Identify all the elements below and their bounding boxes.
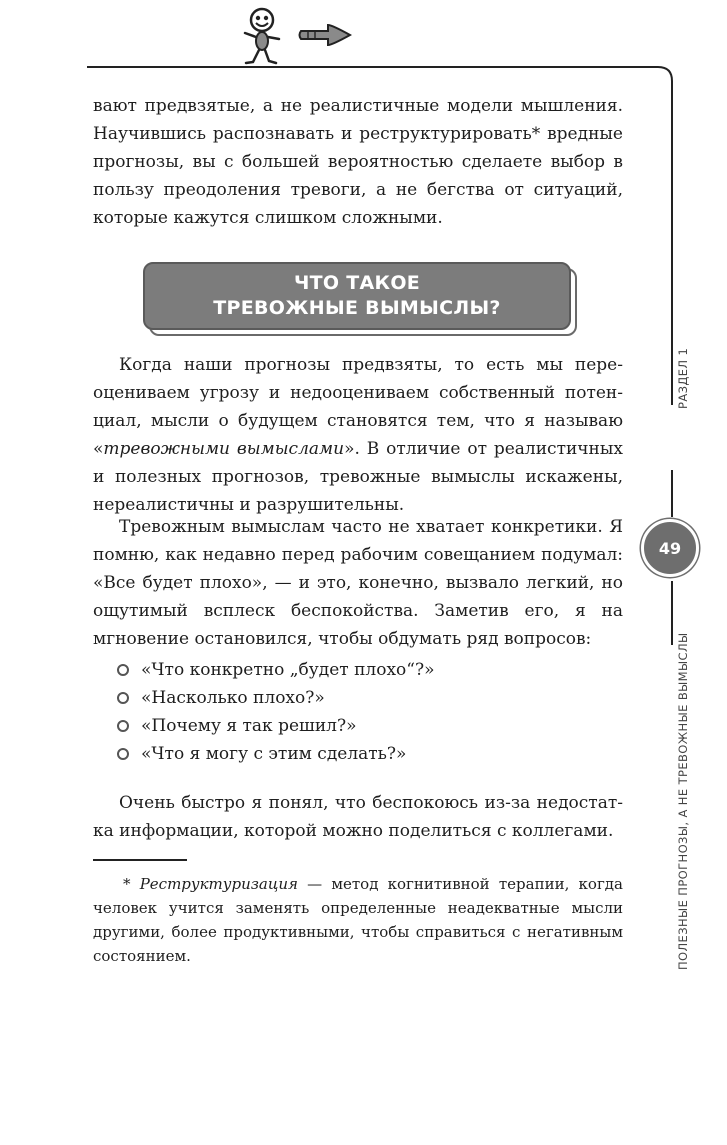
ring-bullet-icon [117, 720, 129, 732]
question-list [117, 656, 435, 768]
section-heading-line1: ЧТО ТАКОЕ [293, 272, 421, 294]
footnote-marker: * [123, 875, 140, 893]
paragraph-definition-start: Когда наши прогнозы предвзяты, то есть мы переоцениваем угрозу и недооцениваем собственный потенциал, мысли о будущем становятся тем, что я называю « [93, 355, 623, 459]
section-side-label: РАЗДЕЛ 1 [676, 347, 690, 409]
list-item [117, 656, 435, 684]
question-text: «Почему я так решил?» [141, 716, 357, 736]
question-text: «Насколько плохо?» [141, 688, 325, 708]
footnote [93, 872, 623, 968]
section-heading-box [143, 262, 575, 334]
stick-figure-mascot-icon [236, 6, 286, 68]
question-text: «Что конкретно „будет плохо“?» [141, 660, 435, 680]
paragraph-definition-end: ». В отличие от реалистичных и полезных прогнозов, тревожные вымыслы искажены, нереалистичны и разрушительны. [93, 439, 623, 515]
list-item [117, 684, 435, 712]
ring-bullet-icon [117, 748, 129, 760]
paragraph-conclusion: Очень быстро я понял, что беспокоюсь из-за недостатка информации, которой можно поделиться с коллегами. [93, 793, 623, 841]
paragraph-definition [93, 351, 623, 519]
pointing-hand-arrow-icon [298, 22, 352, 48]
list-item [117, 740, 435, 768]
paragraph-definition-term: тревожными вымыслами [103, 439, 345, 459]
paragraph-example: Тревожным вымыслам часто не хватает конкретики. Я помню, как недавно перед рабочим совещанием подумал: «Все будет плохо», — и это, конечно, вызвало легкий, но ощутимый всплеск беспокойства. Заметив его, я на мгновение остановился, чтобы обдумать ряд вопросов: [93, 517, 623, 649]
footnote-text: — метод когнитивной терапии, когда человек учится заменять определенные неадекватные мысли другими, более продуктивными, чтобы справиться с негативным состоянием. [93, 875, 623, 965]
footnote-divider [93, 859, 187, 861]
chapter-side-label: ПОЛЕЗНЫЕ ПРОГНОЗЫ, А НЕ ТРЕВОЖНЫЕ ВЫМЫСЛЫ [676, 632, 690, 970]
page-number: 49 [641, 519, 699, 577]
footnote-term: Реструктуризация [139, 875, 298, 893]
question-text: «Что я могу с этим сделать?» [141, 744, 407, 764]
list-item [117, 712, 435, 740]
section-heading-panel [143, 262, 571, 330]
page-number-badge [641, 519, 699, 577]
ring-bullet-icon [117, 692, 129, 704]
section-heading-line2: ТРЕВОЖНЫЕ ВЫМЫСЛЫ? [213, 297, 501, 319]
paragraph-continuation: вают предвзятые, а не реалистичные модели мышления. Научившись распознавать и реструктурировать* вредные прогнозы, вы с большей вероятностью сделаете выбор в пользу преодоления тревоги, а не бегства от ситуаций, которые кажутся слишком сложными. [93, 96, 623, 228]
ring-bullet-icon [117, 664, 129, 676]
